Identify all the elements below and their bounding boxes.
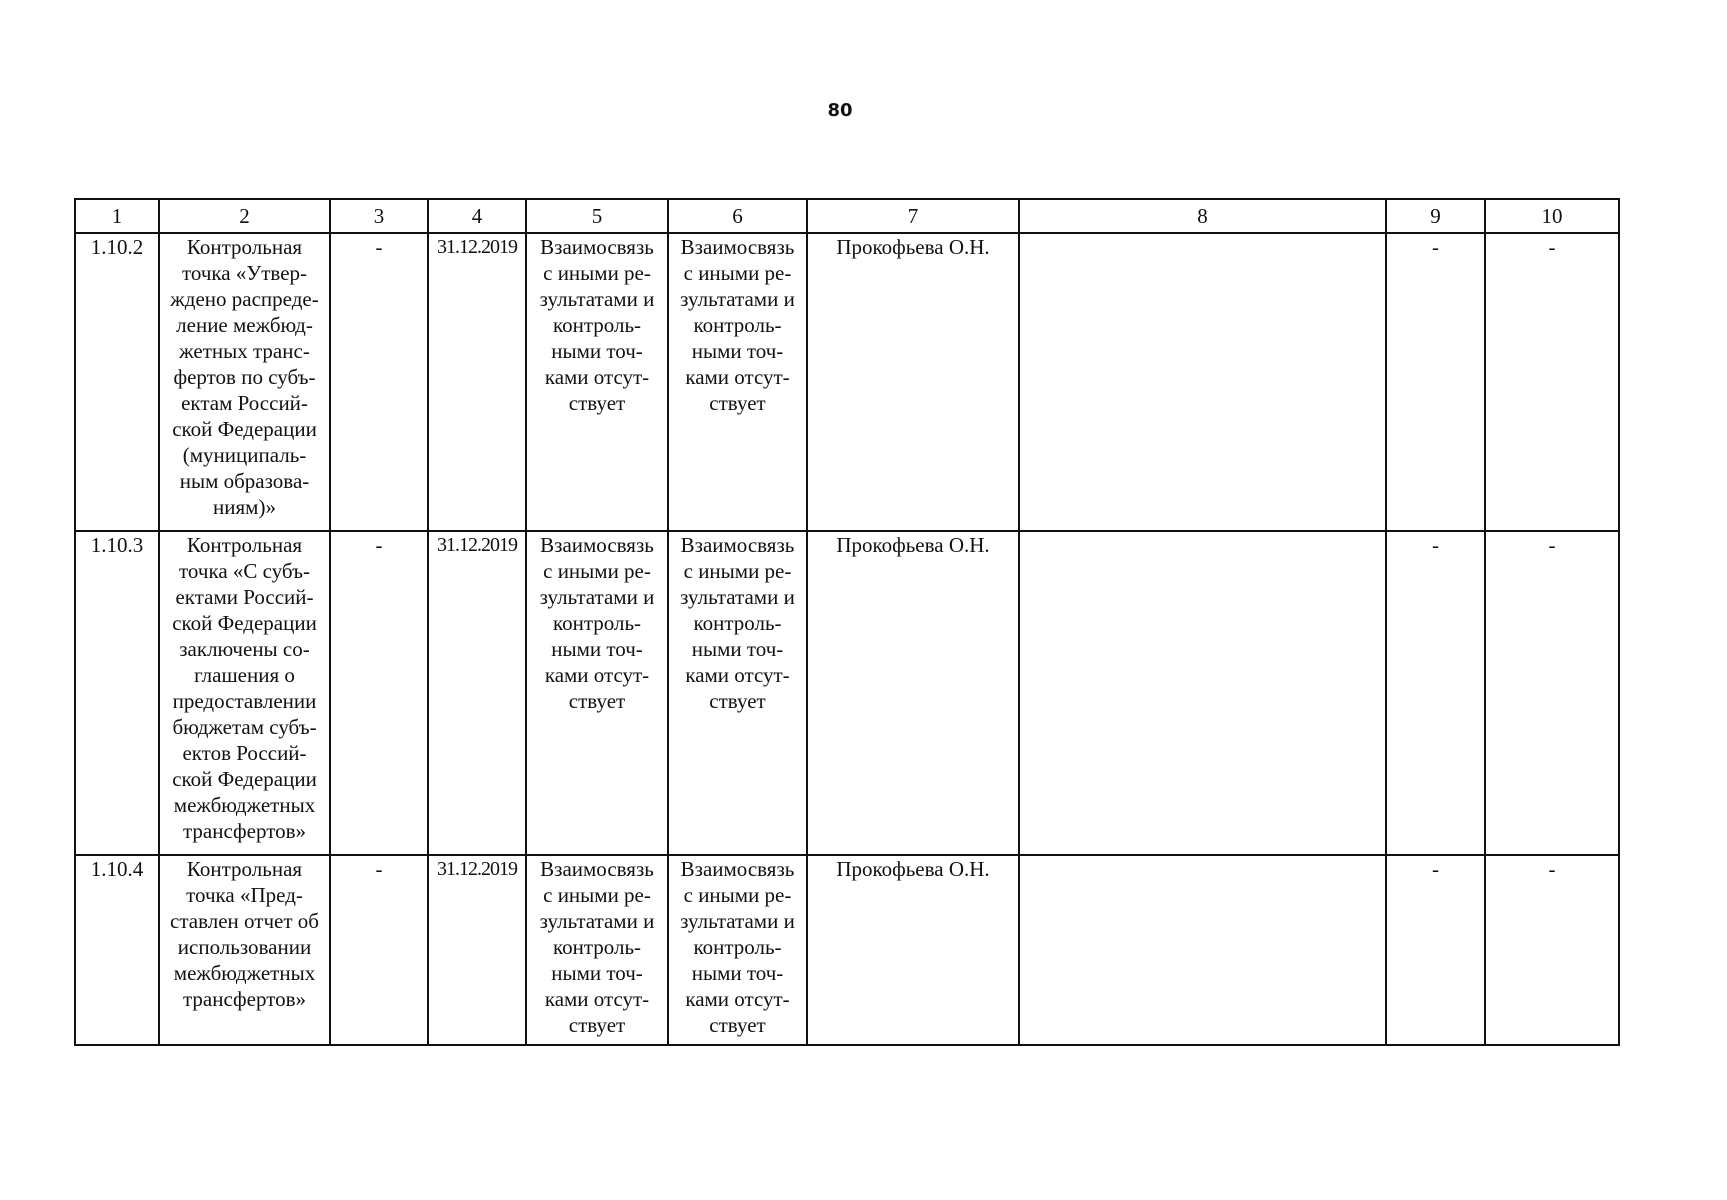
column-header-8: 8	[1019, 199, 1386, 233]
responsible-person: Прокофьева О.Н.	[807, 531, 1019, 855]
column-header-4: 4	[428, 199, 526, 233]
deadline-date: 31.12.2019	[428, 233, 526, 531]
cell-col3: -	[330, 233, 428, 531]
cell-col8	[1019, 531, 1386, 855]
cell-col6: Взаимосвязь с иными ре- зультатами и контроль- ными точ- ками отсут- ствует	[668, 233, 807, 531]
responsible-person: Прокофьева О.Н.	[807, 855, 1019, 1045]
cell-col10: -	[1485, 531, 1619, 855]
column-header-2: 2	[159, 199, 330, 233]
responsible-person: Прокофьева О.Н.	[807, 233, 1019, 531]
deadline-date: 31.12.2019	[428, 855, 526, 1045]
cell-col5: Взаимосвязь с иными ре- зультатами и контроль- ными точ- ками отсут- ствует	[526, 531, 668, 855]
column-header-6: 6	[668, 199, 807, 233]
cell-col3: -	[330, 531, 428, 855]
column-header-10: 10	[1485, 199, 1619, 233]
cell-col9: -	[1386, 233, 1485, 531]
table-row	[75, 855, 1619, 1045]
column-header-1: 1	[75, 199, 159, 233]
cell-col8	[1019, 855, 1386, 1045]
page-number: 80	[827, 100, 853, 121]
cell-col9: -	[1386, 855, 1485, 1045]
column-header-7: 7	[807, 199, 1019, 233]
deadline-date: 31.12.2019	[428, 531, 526, 855]
row-id: 1.10.3	[75, 531, 159, 855]
row-id: 1.10.2	[75, 233, 159, 531]
cell-col3: -	[330, 855, 428, 1045]
cell-col8	[1019, 233, 1386, 531]
cell-col10: -	[1485, 855, 1619, 1045]
control-point-name: Контрольная точка «Пред- ставлен отчет об использовании межбюджетных трансфертов»	[159, 855, 330, 1045]
table-row	[75, 233, 1619, 531]
cell-col5: Взаимосвязь с иными ре- зультатами и контроль- ными точ- ками отсут- ствует	[526, 855, 668, 1045]
column-header-5: 5	[526, 199, 668, 233]
control-points-table	[74, 198, 1620, 1046]
cell-col6: Взаимосвязь с иными ре- зультатами и контроль- ными точ- ками отсут- ствует	[668, 855, 807, 1045]
cell-col10: -	[1485, 233, 1619, 531]
control-point-name: Контрольная точка «Утвер- ждено распреде- ление межбюд- жетных транс- фертов по субъ- ектам Россий- ской Федерации (муниципаль- ным образова- ниям)»	[159, 233, 330, 531]
cell-col6: Взаимосвязь с иными ре- зультатами и контроль- ными точ- ками отсут- ствует	[668, 531, 807, 855]
column-header-9: 9	[1386, 199, 1485, 233]
cell-col5: Взаимосвязь с иными ре- зультатами и контроль- ными точ- ками отсут- ствует	[526, 233, 668, 531]
table-row	[75, 531, 1619, 855]
cell-col9: -	[1386, 531, 1485, 855]
column-header-3: 3	[330, 199, 428, 233]
control-point-name: Контрольная точка «С субъ- ектами Россий- ской Федерации заключены со- глашения о предоставлении бюджетам субъ- ектов Россий- ской Федерации межбюджетных трансфертов»	[159, 531, 330, 855]
header-row	[75, 199, 1619, 233]
row-id: 1.10.4	[75, 855, 159, 1045]
